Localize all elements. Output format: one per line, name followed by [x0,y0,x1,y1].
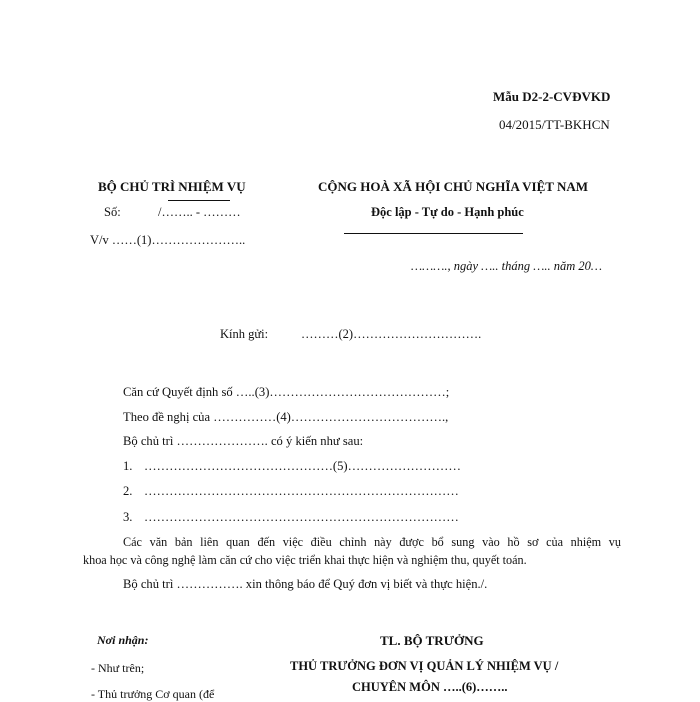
circular-number: 04/2015/TT-BKHCN [499,117,610,132]
list-item-text: ………………………………………………………………… [144,510,459,524]
closing-statement: Bộ chủ trì ……………. xin thông báo để Quý đơn vị biết và thực hiện./. [123,577,488,591]
national-motto: Độc lập - Tự do - Hạnh phúc [371,205,524,219]
basis-proposal: Theo đề nghị của ……………(4)………………………………., [123,410,449,424]
motto-underline [344,233,523,234]
recipients-item: - Như trên; [91,661,145,675]
list-item-number: 1. [123,459,133,473]
attachment-paragraph-line2: khoa học và công nghệ làm căn cứ cho việc triển khai thực hiện và nghiệm thu, quyết toán. [83,553,527,567]
agency-underline [168,200,230,201]
recipient-label: Kính gửi: [220,327,269,341]
opinion-intro: Bộ chủ trì …………………. có ý kiến như sau: [123,434,364,448]
signature-on-behalf: TL. BỘ TRƯỞNG [380,633,484,648]
list-item-number: 3. [123,510,133,524]
document-subject: V/v ……(1)………………….. [90,233,246,247]
document-number-label: Số: [104,205,121,219]
list-item-text: ………………………………………(5)……………………… [144,459,461,473]
recipients-title: Nơi nhận: [97,633,149,647]
agency-name: BỘ CHỦ TRÌ NHIỆM VỤ [98,179,246,194]
signature-title-line2: CHUYÊN MÔN …..(6)…….. [352,680,508,694]
list-item-text: ………………………………………………………………… [144,484,459,498]
recipient-value: ………(2)…………………………. [301,327,482,341]
recipients-item: - Thủ trưởng Cơ quan (để [91,687,215,701]
basis-decision: Căn cứ Quyết định số …..(3)……………………………………; [123,385,450,399]
form-code: Mẫu D2-2-CVĐVKD [493,89,611,104]
country-name: CỘNG HOÀ XÃ HỘI CHỦ NGHĨA VIỆT NAM [318,179,589,194]
signature-title-line1: THỦ TRƯỞNG ĐƠN VỊ QUẢN LÝ NHIỆM VỤ / [290,659,559,673]
document-number-value: /…….. - ……… [158,205,241,219]
list-item-number: 2. [123,484,133,498]
attachment-paragraph-line1: Các văn bản liên quan đến việc điều chỉnh này được bổ sung vào hồ sơ của nhiệm vụ [123,535,621,549]
date-line: ………., ngày ….. tháng ….. năm 20… [411,259,602,273]
